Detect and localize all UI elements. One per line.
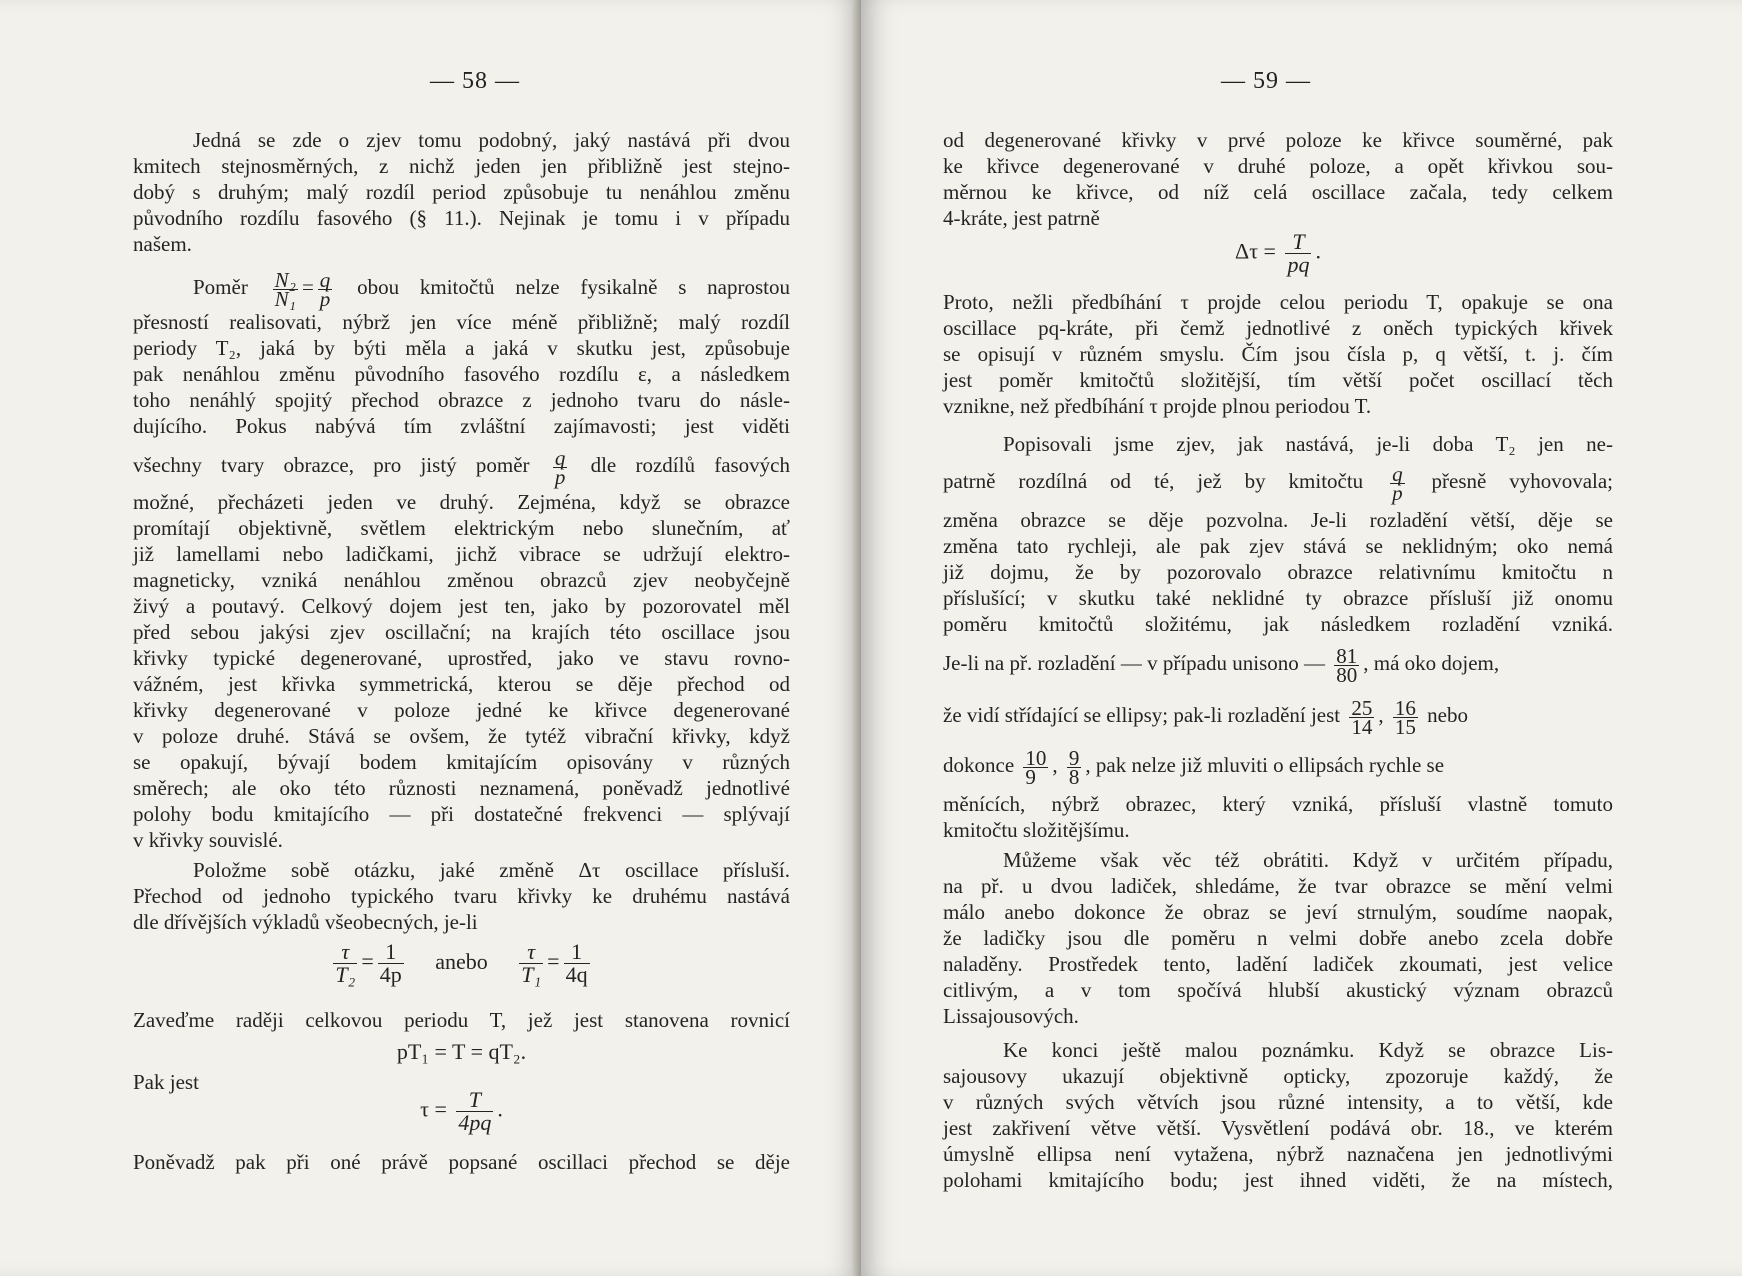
text-line: sajousovy ukazují objektivně opticky, zpozoruje každý, že bbox=[943, 1064, 1613, 1088]
text-line: křivky degenerované v poloze jedné ke křivce degenerované bbox=[133, 698, 790, 722]
equation-left: τ = bbox=[420, 1096, 447, 1122]
page-number-59: — 59 — bbox=[1221, 68, 1311, 94]
fraction-denominator: T₁ bbox=[521, 962, 542, 987]
fraction-numerator: τ bbox=[519, 941, 543, 964]
fraction-1-4q bbox=[564, 941, 590, 986]
text-line: již dojmu, že by pozorovalo obrazce relativnímu kmitočtu n bbox=[943, 560, 1613, 584]
ratio-line bbox=[193, 267, 790, 311]
equals-sign: = bbox=[547, 948, 560, 974]
ratio-line-2 bbox=[133, 445, 791, 489]
equation-period: pT₁ = T = qT₂. bbox=[396, 1039, 527, 1064]
fraction-25-14 bbox=[1349, 695, 1374, 739]
fraction-numerator: 9 bbox=[1068, 745, 1080, 770]
right-page bbox=[861, 0, 1742, 1276]
text-line: živý a poutavý. Celkový dojem jest ten, jako by pozorovatel měl bbox=[133, 594, 790, 618]
equals-sign: = bbox=[361, 948, 374, 974]
fraction-numerator: 1 bbox=[564, 941, 590, 964]
fraction-numerator: q bbox=[554, 445, 566, 470]
text-line: před sebou jakýsi zjev oscillační; na krajích této oscillace jsou bbox=[133, 620, 790, 644]
fraction-tau-t2 bbox=[333, 941, 357, 986]
text-line: vznikne, než předbíhání τ projde plnou periodou T. bbox=[943, 394, 1372, 418]
text-fragment: dle rozdílů fasových bbox=[590, 453, 791, 477]
text-fragment: patrně rozdílná od té, jež by kmitočtu bbox=[943, 469, 1364, 493]
fraction-16-15 bbox=[1393, 695, 1418, 739]
text-line: Ke konci ještě malou poznámku. Když se obrazce Lis- bbox=[1003, 1038, 1613, 1062]
text-line: směrech; ale oko této různosti neznamená, poněvadž jednotlivé bbox=[133, 776, 790, 800]
text-line: oscillace pq-kráte, při čemž jednotlivé z oněch typických křivek bbox=[943, 316, 1613, 340]
ellipse-line: že vidí střídající se ellipsy; pak-li rozladění jest $\frac{25}{14}$ , $\frac{16}{15}$ nebo bbox=[943, 695, 1468, 739]
fraction-denominator: 9 bbox=[1025, 764, 1036, 789]
text-line: kmitočtu složitějšímu. bbox=[943, 818, 1130, 842]
fraction-q-p bbox=[318, 267, 333, 311]
fraction-numerator: 1 bbox=[378, 941, 404, 964]
fraction-81-80 bbox=[1334, 643, 1359, 687]
text-line: magneticky, vzniká nenáhlou změnou obrazců zjev neobyčejně bbox=[133, 568, 790, 592]
fraction-denominator: 15 bbox=[1394, 714, 1416, 739]
fraction-denominator: p bbox=[1392, 480, 1403, 505]
text-line: dobý s druhým; malý rozdíl period způsobuje tu nenáhlou změnu bbox=[133, 180, 790, 204]
text-line: Přechod od jednoho typického tvaru křivky ke druhému nastává bbox=[133, 884, 790, 908]
text-line: málo anebo dokonce že obraz se jeví strnulým, soudíme naopak, bbox=[943, 900, 1613, 924]
fraction-denominator: 14 bbox=[1351, 714, 1373, 739]
text-line: změna obrazce se děje pozvolna. Je-li rozladění větší, děje se bbox=[943, 508, 1613, 532]
unison-line bbox=[943, 641, 1613, 685]
dokonce-line: dokonce $\frac{10}{9}$ , $\frac{9}{8}$ , pak nelze již mluviti o ellipsách rychle se bbox=[943, 745, 1445, 789]
text-line: 4-kráte, jest patrně bbox=[943, 206, 1100, 230]
fraction-tau-t1 bbox=[519, 941, 543, 986]
text-line: změna tato rychleji, ale pak zjev stává se neklidným; oko nemá bbox=[943, 534, 1613, 558]
text-fragment: , pak nelze již mluviti o ellipsách rychle se bbox=[1085, 753, 1445, 777]
text-fragment: všechny tvary obrazce, pro jistý poměr bbox=[133, 453, 530, 477]
fraction-denominator: 80 bbox=[1336, 662, 1358, 687]
text-fragment: , má oko dojem, bbox=[1363, 651, 1500, 675]
fraction-numerator: 16 bbox=[1394, 695, 1416, 720]
fraction-numerator: τ bbox=[333, 941, 357, 964]
fraction-denominator: p bbox=[319, 286, 331, 311]
text-line: naladěny. Prostředek tento, ladění ladiček zkoumati, jest velice bbox=[943, 952, 1613, 976]
fraction-q-p bbox=[553, 445, 568, 489]
text-line: citlivým, a v tom spočívá hlubší akustický význam obrazců bbox=[943, 978, 1613, 1002]
text-fragment: nebo bbox=[1427, 703, 1468, 727]
fraction-denominator: pq bbox=[1287, 252, 1310, 277]
fraction-10-9 bbox=[1023, 745, 1048, 789]
text-line: v různých svých větvích jsou různé intensity, a to větší, kde bbox=[943, 1090, 1613, 1114]
fraction-denominator: 4p bbox=[379, 962, 402, 987]
fraction-denominator: 8 bbox=[1068, 764, 1080, 789]
ratio-line bbox=[943, 461, 1614, 505]
text-fragment: dokonce bbox=[943, 753, 1015, 777]
text-line: Položme sobě otázku, jaké změně Δτ oscillace přísluší. bbox=[193, 858, 790, 882]
text-line: křivky typické degenerované, uprostřed, jako ve stavu rovno- bbox=[133, 646, 790, 670]
text-line: dujícího. Pokus nabývá tím zvláštní zajímavosti; jest viděti bbox=[133, 414, 790, 438]
text-line: polohami kmitajícího bodu; jest ihned viděti, že na místech, bbox=[943, 1168, 1613, 1192]
text-line: od degenerované křivky v prvé poloze ke křivce souměrné, pak bbox=[943, 128, 1613, 152]
text-line: poměru kmitočtů složitému, jak následkem rozladění vzniká. bbox=[943, 612, 1613, 636]
text-line: ke křivce degenerované v druhé poloze, a opět křivkou sou- bbox=[943, 154, 1613, 178]
text-line: na př. u dvou ladiček, shledáme, že tvar obrazce se mění velmi bbox=[943, 874, 1613, 898]
fraction-t-pq bbox=[1285, 231, 1311, 276]
fraction-1-4p bbox=[378, 941, 404, 986]
text-fragment: obou kmitočtů nelze fysikalně s naprostou bbox=[357, 275, 790, 299]
text-line: se opisují v různém smyslu. Čím jsou čísla p, q větší, t. j. čím bbox=[943, 342, 1613, 366]
text-fragment: Je-li na př. rozladění — v případu unisono — bbox=[943, 651, 1325, 675]
text-line: v poloze druhé. Stává se ovšem, že tytéž vibrační křivky, když bbox=[133, 724, 790, 748]
text-line: promítají objektivně, světlem elektrickým nebo slunečním, ať bbox=[133, 516, 790, 540]
left-page bbox=[0, 0, 861, 1276]
text-line: Popisovali jsme zjev, jak nastává, je-li doba T₂ jen ne- bbox=[1003, 432, 1613, 456]
equation-tau bbox=[133, 1089, 790, 1134]
text-line: Jedná se zde o zjev tomu podobný, jaký nastává při dvou bbox=[193, 128, 790, 152]
text-line: původního rozdílu fasového (§ 11.). Nejinak je tomu i v případu bbox=[133, 206, 790, 230]
fraction-n2-n1 bbox=[273, 267, 298, 311]
text-line: měnících, nýbrž obrazec, který vzniká, přísluší vlastně tomuto bbox=[943, 792, 1613, 816]
text-fragment: že vidí střídající se ellipsy; pak-li rozladění jest bbox=[943, 703, 1341, 727]
equals-sign: = bbox=[301, 275, 314, 299]
anebo-word: anebo bbox=[435, 948, 488, 974]
text-line: možné, přecházeti jeden ve druhý. Zejména, když se obrazce bbox=[133, 490, 790, 514]
text-line: úmyslně ellipsa není vytažena, nýbrž naznačena jen jednotlivými bbox=[943, 1142, 1613, 1166]
fraction-numerator: q bbox=[1392, 461, 1403, 486]
fraction-numerator: N₂ bbox=[274, 267, 296, 292]
fraction-numerator: 10 bbox=[1025, 745, 1047, 770]
text-line: se opakují, bývají bodem kmitajícím opisovány v různých bbox=[133, 750, 790, 774]
text-line: dle dřívějších výkladů všeobecných, je-li bbox=[133, 910, 478, 934]
fraction-numerator: T bbox=[1285, 231, 1311, 254]
text-line: Poněvadž pak při oné právě popsané oscillaci přechod se děje bbox=[133, 1150, 790, 1174]
text-line: příslušící; v skutku také neklidné ty obrazce přísluší již onomu bbox=[943, 586, 1613, 610]
text-line: Proto, nežli předbíhání τ projde celou periodu T, opakuje se ona bbox=[943, 290, 1613, 314]
text-line: již lamellami nebo ladičkami, jichž vibrace se udržují elektro- bbox=[133, 542, 790, 566]
text-line: jest poměr kmitočtů složitější, tím větší počet oscillací těch bbox=[943, 368, 1613, 392]
text-fragment: Poměr bbox=[193, 275, 248, 299]
text-fragment: přesně vyhovovala; bbox=[1431, 469, 1614, 493]
text-line: pak nenáhlou změnu původního fasového rozdílu ε, a následkem bbox=[133, 362, 790, 386]
text-line: polohy bodu kmitajícího — při dostatečné frekvenci — splývají bbox=[133, 802, 790, 826]
fraction-numerator: 25 bbox=[1351, 695, 1373, 720]
fraction-denominator: 4q bbox=[565, 962, 588, 987]
page-number-58: — 58 — bbox=[430, 68, 520, 94]
text-line: v křivky souvislé. bbox=[133, 828, 283, 852]
fraction-numerator: 81 bbox=[1336, 643, 1358, 668]
equation-left: Δτ = bbox=[1235, 238, 1276, 264]
text-line: jest zakřivení větve větší. Vysvětlení podává obr. 18., ve kterém bbox=[943, 1116, 1613, 1140]
text-line: našem. bbox=[133, 232, 192, 256]
fraction-numerator: T bbox=[456, 1089, 493, 1112]
text-line: kmitech stejnosměrných, z nichž jeden jen přibližně jest stejno- bbox=[133, 154, 790, 178]
fraction-9-8 bbox=[1067, 745, 1082, 789]
equation-end: . bbox=[497, 1096, 503, 1122]
fraction-denominator: 4pq bbox=[458, 1110, 492, 1135]
text-line: periody T₂, jaká by býti měla a jaká v skutku jest, způsobuje bbox=[133, 336, 790, 360]
fraction-denominator: N₁ bbox=[274, 286, 296, 311]
equation-tau-ratios bbox=[133, 941, 790, 986]
fraction-t-4pq bbox=[456, 1089, 493, 1134]
text-line: toho nenáhlý spojitý přechod obrazce z jednoho tvaru do násle- bbox=[133, 388, 790, 412]
text-line: Zaveďme raději celkovou periodu T, jež jest stanovena rovnicí bbox=[133, 1008, 790, 1032]
fraction-denominator: p bbox=[554, 464, 566, 489]
equation-end: . bbox=[1315, 238, 1321, 264]
text-line: Můžeme však věc též obrátiti. Když v určitém případu, bbox=[1003, 848, 1613, 872]
fraction-numerator: q bbox=[319, 267, 331, 292]
text-line: přesností realisovati, nýbrž jen více méně přibližně; malý rozdíl bbox=[133, 310, 790, 334]
text-line: měrnou ke křivce, od níž celá oscillace začala, tedy celkem bbox=[943, 180, 1613, 204]
fraction-denominator: T₂ bbox=[335, 962, 356, 987]
equation-delta-tau bbox=[943, 231, 1613, 276]
text-line: že ladičky jsou dle poměru n velmi dobře anebo zcela dobře bbox=[943, 926, 1613, 950]
text-line: vážném, jest křivka symmetrická, kterou se děje přechod od bbox=[133, 672, 790, 696]
fraction-q-p bbox=[1390, 461, 1405, 505]
text-line: Pak jest bbox=[133, 1070, 199, 1094]
text-line: Lissajousových. bbox=[943, 1004, 1079, 1028]
